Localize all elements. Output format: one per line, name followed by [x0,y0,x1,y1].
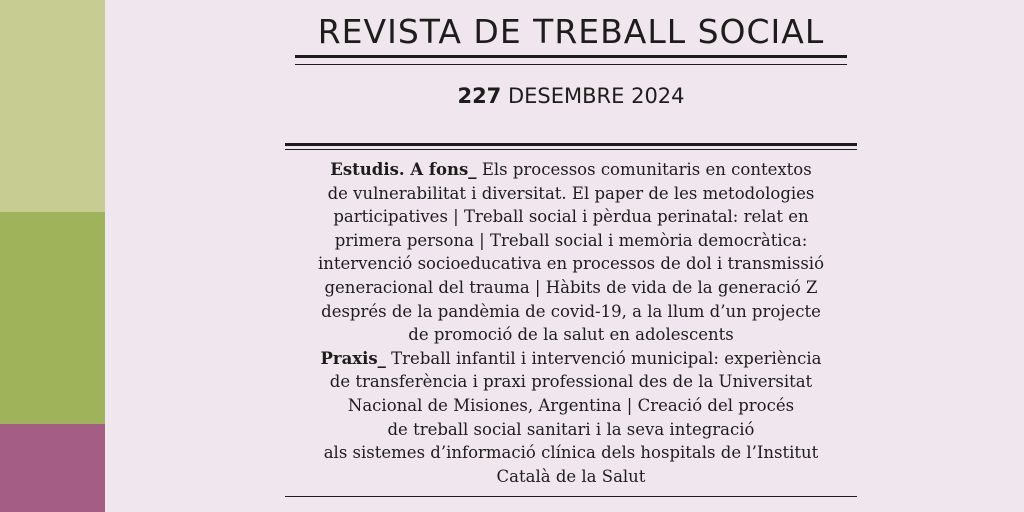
contents-line: als sistemes d’informació clínica dels hospitals de l’Institut [323,443,819,463]
contents-line: Nacional de Misiones, Argentina | Creació del procés [347,395,795,415]
contents-line: després de la pandèmia de covid-19, a la llum d’un projecte [321,301,821,321]
contents-line: de treball social sanitari i la seva integració [387,419,755,439]
section-heading-praxis: Praxis_ [320,348,386,368]
section-heading-estudis: Estudis. A fons_ [330,160,477,179]
contents-line: de promoció de la salut en adolescents [408,325,734,345]
contents-line: participatives | Treball social i pèrdua perinatal: relat en [333,207,809,227]
title-rule-thin [295,64,847,65]
contents-line [285,158,857,182]
contents-line: de vulnerabilitat i diversitat. El paper de les metodologies [327,183,815,203]
issue-date: DESEMBRE 2024 [507,84,685,108]
table-of-contents [285,158,857,488]
contents-line: Català de la Salut [496,466,646,486]
color-bar-magenta [0,424,105,512]
contents-text: Treball infantil i intervenció municipal: experiència [391,348,822,368]
color-bar-olive-green [0,212,105,424]
issue-number: 227 [457,84,502,108]
bottom-rule [285,496,857,497]
contents-line [285,347,857,371]
journal-title: REVISTA DE TREBALL SOCIAL [317,12,825,51]
contents-rule-thick [285,143,857,146]
color-bar-light-green [0,0,105,212]
issue-line [285,84,857,108]
contents-line: primera persona | Treball social i memòria democràtica: [334,230,808,250]
journal-cover [285,0,857,512]
contents-text: Els processos comunitaris en contextos [481,160,812,179]
contents-line: de transferència i praxi professional des de la Universitat [329,372,813,392]
contents-rule-thin [285,149,857,150]
title-rule-thick [295,55,847,58]
contents-line: intervenció socioeducativa en processos de dol i transmissió [317,254,825,274]
contents-line: generacional del trauma | Hàbits de vida de la generació Z [324,277,818,297]
